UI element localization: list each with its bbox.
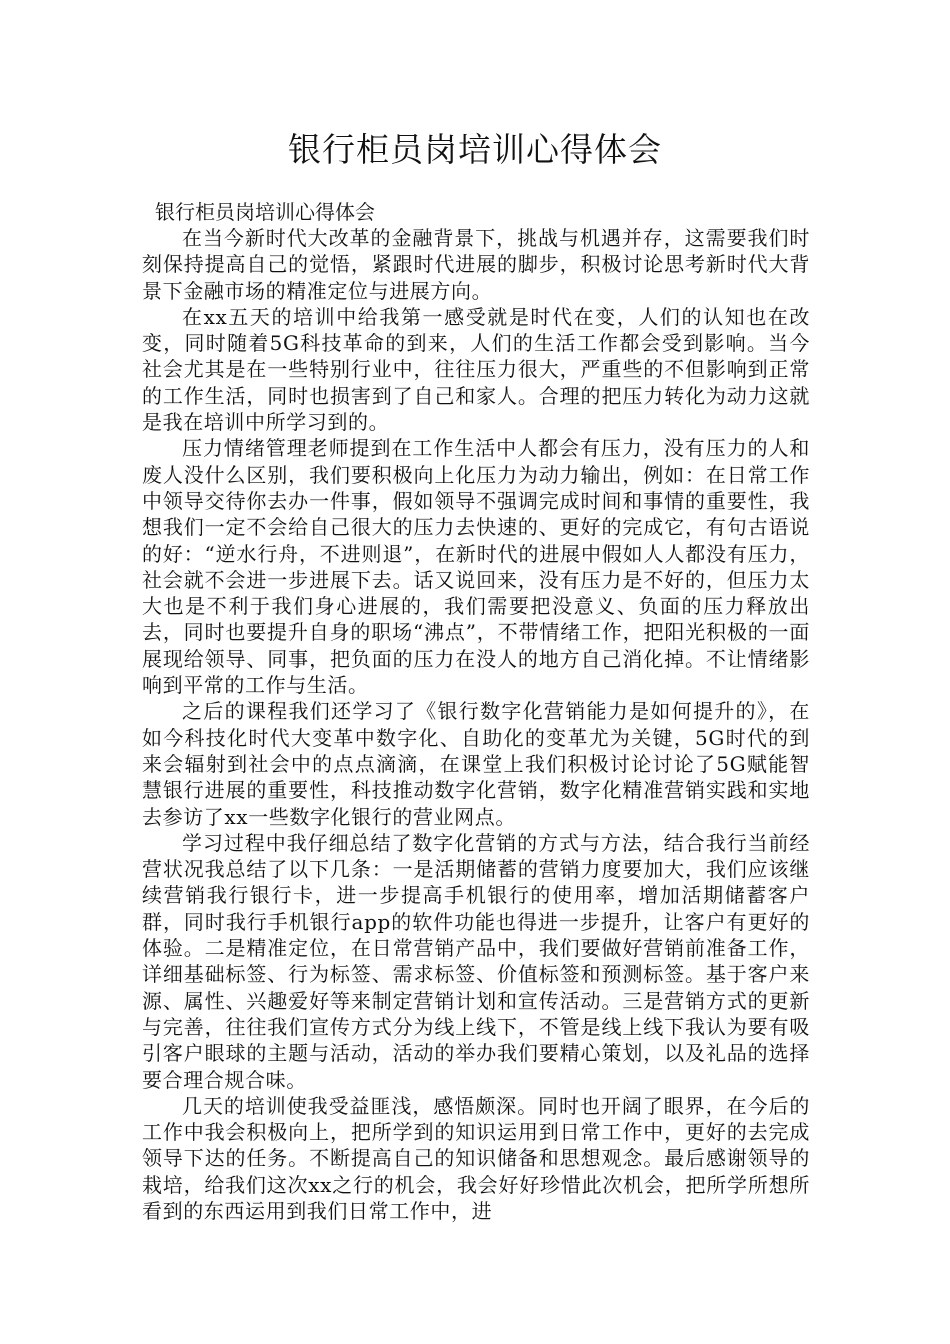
document-title: 银行柜员岗培训心得体会 <box>288 130 662 169</box>
paragraph: 压力情绪管理老师提到在工作生活中人都会有压力，没有压力的人和废人没什么区别，我们要积极向上化压力为动力输出，例如：在日常工作中领导交待你去办一件事，假如领导不强调完成时间和事情的重要性，我想我们一定不会给自己很大的压力去快速的、更好的完成它，有句古语说的好：“逆水行舟，不进则退”，在新时代的进展中假如人人都没有压力，社会就不会进一步进展下去。话又说回来，没有压力是不好的，但压力太大也是不利于我们身心进展的，我们需要把没意义、负面的压力释放出去，同时也要提升自身的职场“沸点”，不带情绪工作，把阳光积极的一面展现给领导、同事，把负面的压力在没人的地方自己消化掉。不让情绪影响到平常的工作与生活。 <box>142 436 810 698</box>
paragraph: 学习过程中我仔细总结了数字化营销的方式与方法，结合我行当前经营状况我总结了以下几条：一是活期储蓄的营销力度要加大，我们应该继续营销我行银行卡，进一步提高手机银行的使用率，增加活期储蓄客户群，同时我行手机银行app的软件功能也得进一步提升，让客户有更好的体验。二是精准定位，在日常营销产品中，我们要做好营销前准备工作，详细基础标签、行为标签、需求标签、价值标签和预测标签。基于客户来源、属性、兴趣爱好等来制定营销计划和宣传活动。三是营销方式的更新与完善，往往我们宣传方式分为线上线下，不管是线上线下我认为要有吸引客户眼球的主题与活动，活动的举办我们要精心策划，以及礼品的选择要合理合规合味。 <box>142 830 810 1092</box>
document-body <box>142 225 810 1224</box>
paragraph: 在当今新时代大改革的金融背景下，挑战与机遇并存，这需要我们时刻保持提高自己的觉悟，紧跟时代进展的脚步，积极讨论思考新时代大背景下金融市场的精准定位与进展方向。 <box>142 226 810 303</box>
paragraph: 在xx五天的培训中给我第一感受就是时代在变，人们的认知也在改变，同时随着5G科技革命的到来，人们的生活工作都会受到影响。当今社会尤其是在一些特别行业中，往往压力很大，严重些的不但影响到正常的工作生活，同时也损害到了自己和家人。合理的把压力转化为动力这就是我在培训中所学习到的。 <box>142 304 810 435</box>
paragraph: 几天的培训使我受益匪浅，感悟颇深。同时也开阔了眼界，在今后的工作中我会积极向上，把所学到的知识运用到日常工作中，更好的去完成领导下达的任务。不断提高自己的知识储备和思想观念。最后感谢领导的栽培，给我们这次xx之行的机会，我会好好珍惜此次机会，把所学所想所看到的东西运用到我们日常工作中，进 <box>142 1093 810 1223</box>
document-subheading: 银行柜员岗培训心得体会 <box>155 200 375 224</box>
paragraph: 之后的课程我们还学习了《银行数字化营销能力是如何提升的》，在如今科技化时代大变革中数字化、自助化的变革尤为关键，5G时代的到来会辐射到社会中的点点滴滴，在课堂上我们积极讨论讨论了5G赋能智慧银行进展的重要性，科技推动数字化营销，数字化精准营销实践和实地去参访了xx一些数字化银行的营业网点。 <box>142 699 810 829</box>
